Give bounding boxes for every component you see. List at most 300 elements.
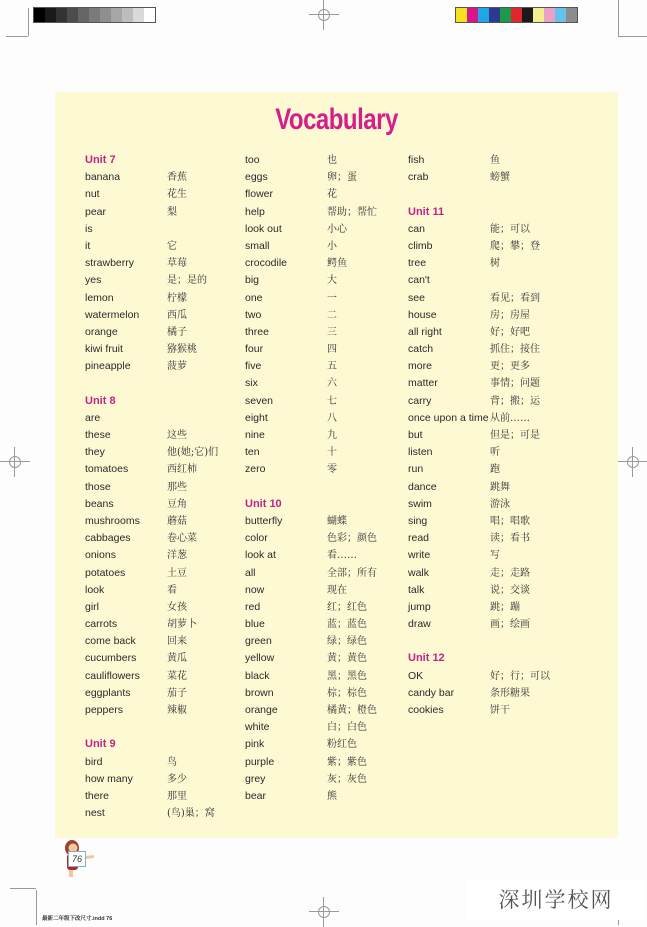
chinese-translation: 多少 <box>167 773 187 785</box>
vocab-entry <box>408 599 550 616</box>
english-word: candy bar <box>408 686 455 699</box>
vocab-entry <box>85 358 218 375</box>
english-word: nest <box>85 807 105 820</box>
vocab-entry <box>85 169 218 186</box>
swatch <box>111 8 122 22</box>
vocab-entry <box>245 444 377 461</box>
chinese-translation: 棕；棕色 <box>327 687 367 699</box>
vocab-entry <box>408 513 550 530</box>
vocab-entry <box>245 754 377 771</box>
vocab-entry <box>85 427 218 444</box>
vocab-entry <box>85 496 218 513</box>
english-word: peppers <box>85 704 123 716</box>
chinese-translation: 零 <box>327 464 337 476</box>
chinese-translation: 女孩 <box>167 601 187 613</box>
block-spacer <box>85 719 218 736</box>
vocab-entry <box>85 324 218 341</box>
english-word: onions <box>85 549 116 562</box>
chinese-translation: 五 <box>327 361 337 373</box>
chinese-translation: 蘑菇 <box>167 515 187 527</box>
english-word: look at <box>245 549 276 562</box>
english-word: watermelon <box>85 308 140 321</box>
swatch <box>67 8 78 22</box>
chinese-translation: 读；看书 <box>490 533 530 545</box>
swatch <box>133 8 144 22</box>
vocab-entry <box>245 152 377 169</box>
vocab-entry <box>245 736 377 753</box>
chinese-translation: 听 <box>490 447 500 459</box>
chinese-translation: 紫；紫色 <box>327 756 367 768</box>
vocab-entry <box>85 650 218 667</box>
english-word: flower <box>245 188 274 201</box>
vocab-entry <box>245 461 377 478</box>
chinese-translation: 梨 <box>167 206 177 218</box>
english-word: yes <box>85 274 102 287</box>
english-word: pink <box>245 738 265 751</box>
vocab-entry <box>245 204 377 221</box>
chinese-translation: 茄子 <box>167 687 187 699</box>
vocab-entry <box>245 582 377 599</box>
english-word: cucumbers <box>85 652 137 665</box>
chinese-translation: 土豆 <box>167 567 187 579</box>
vocab-entry <box>85 788 218 805</box>
vocab-entry <box>245 565 377 582</box>
vocab-entry <box>408 358 550 375</box>
swatch <box>89 8 100 22</box>
chinese-translation: 九 <box>327 430 337 441</box>
english-word: are <box>85 411 101 424</box>
english-word: sing <box>408 514 428 527</box>
english-word: pear <box>85 205 107 218</box>
english-word: brown <box>245 686 274 699</box>
vocab-entry <box>85 255 218 272</box>
english-word: dance <box>408 480 437 493</box>
vocab-entry <box>85 461 218 478</box>
english-word: seven <box>245 394 274 407</box>
chinese-translation: 菜花 <box>167 670 187 682</box>
chinese-translation: 粉红色 <box>327 739 357 751</box>
chinese-translation: 那些 <box>167 481 187 493</box>
english-word: matter <box>408 377 438 390</box>
chinese-translation: 爬；攀；登 <box>490 240 540 252</box>
vocab-entry <box>245 599 377 616</box>
vocab-entry <box>245 221 377 238</box>
vocab-entry <box>408 685 550 702</box>
english-word: more <box>408 360 432 373</box>
english-word: lemon <box>85 291 114 304</box>
english-word: butterfly <box>245 514 283 527</box>
english-word: run <box>408 463 424 476</box>
vocab-column-3 <box>408 152 550 719</box>
chinese-translation: 回来 <box>167 636 187 648</box>
vocab-entry <box>245 410 377 427</box>
english-word: two <box>245 308 262 321</box>
english-word: grey <box>245 772 266 785</box>
english-word: mushrooms <box>85 514 140 527</box>
vocab-entry <box>408 410 550 427</box>
chinese-translation: 他(她;它)们 <box>167 447 219 459</box>
english-word: black <box>245 669 270 682</box>
vocab-entry <box>245 702 377 719</box>
english-word: cabbages <box>85 532 131 545</box>
chinese-translation: 卷心菜 <box>167 533 197 545</box>
english-word: listen <box>408 446 433 459</box>
vocab-entry <box>245 307 377 324</box>
vocab-entry <box>408 427 550 444</box>
chinese-translation: 螃蟹 <box>490 172 510 184</box>
unit-heading: Unit 9 <box>85 738 116 751</box>
chinese-translation: 色彩；颜色 <box>327 533 377 545</box>
chinese-translation: 跑 <box>490 464 500 476</box>
vocab-entry <box>85 582 218 599</box>
color-calibration-bar <box>455 7 578 23</box>
chinese-translation: 西瓜 <box>167 309 187 321</box>
english-word: six <box>245 377 258 390</box>
chinese-translation: 好；行；可以 <box>490 670 550 682</box>
vocab-entry <box>245 341 377 358</box>
vocab-entry <box>245 272 377 289</box>
swatch <box>56 8 67 22</box>
chinese-translation: 房；房屋 <box>490 309 530 321</box>
english-word: those <box>85 480 111 493</box>
block-spacer <box>245 479 377 496</box>
crop-mark <box>36 890 37 925</box>
english-word: these <box>85 429 111 441</box>
english-word: tree <box>408 257 427 270</box>
swatch <box>511 8 522 22</box>
vocab-entry <box>408 324 550 341</box>
registration-mark-icon <box>618 447 647 477</box>
chinese-translation: 是；是的 <box>167 275 207 287</box>
english-word: can't <box>408 274 430 287</box>
crop-mark <box>28 8 29 36</box>
english-word: purple <box>245 755 275 768</box>
chinese-translation: 饼干 <box>490 705 510 716</box>
vocab-entry <box>408 444 550 461</box>
chinese-translation: 六 <box>327 378 337 390</box>
english-word: four <box>245 343 264 356</box>
vocab-entry <box>408 169 550 186</box>
swatch <box>456 8 467 22</box>
vocab-entry <box>85 307 218 324</box>
vocab-entry <box>85 513 218 530</box>
vocab-entry <box>85 186 218 203</box>
vocab-entry <box>408 582 550 599</box>
vocab-entry <box>408 616 550 633</box>
chinese-translation: 十 <box>327 447 337 459</box>
english-word: help <box>245 205 265 218</box>
chinese-translation: 背；搬；运 <box>490 395 540 407</box>
english-word: once upon a time <box>408 411 489 424</box>
chinese-translation: 橘子 <box>167 326 187 338</box>
chinese-translation: 七 <box>327 395 337 407</box>
english-word: blue <box>245 618 265 631</box>
vocab-entry <box>408 668 550 685</box>
vocab-entry <box>85 444 218 461</box>
chinese-translation: 唱；唱歌 <box>490 515 530 527</box>
chinese-translation: 但是；可是 <box>490 430 540 441</box>
vocab-entry <box>85 479 218 496</box>
english-word: too <box>245 154 260 166</box>
chinese-translation: 看 <box>167 584 177 596</box>
english-word: color <box>245 532 268 545</box>
chinese-translation: 更；更多 <box>490 361 530 373</box>
english-word: carrots <box>85 618 118 631</box>
english-word: jump <box>408 600 431 613</box>
file-slug: 最新二年级下改尺寸.indd 76 <box>42 916 113 922</box>
vocab-entry <box>245 186 377 203</box>
english-word: pineapple <box>85 360 131 373</box>
crop-mark <box>618 36 647 37</box>
english-word: beans <box>85 497 114 510</box>
english-word: OK <box>408 669 424 682</box>
swatch <box>467 8 478 22</box>
registration-mark-icon <box>0 447 30 477</box>
unit-heading: Unit 10 <box>245 497 282 510</box>
chinese-translation: 豆角 <box>167 498 187 510</box>
chinese-translation: 四 <box>327 344 337 356</box>
chinese-translation: 小心 <box>327 223 347 235</box>
vocab-entry <box>408 461 550 478</box>
swatch <box>533 8 544 22</box>
registration-mark-icon <box>309 0 339 30</box>
english-word: write <box>408 549 431 562</box>
chinese-translation: 花 <box>327 189 337 201</box>
english-word: orange <box>245 704 278 716</box>
english-word: all right <box>408 325 442 338</box>
vocab-entry <box>85 754 218 771</box>
vocab-entry <box>245 616 377 633</box>
english-word: eggs <box>245 171 268 184</box>
vocab-entry <box>408 152 550 169</box>
vocab-entry <box>245 290 377 307</box>
swatch <box>144 8 155 22</box>
chinese-translation: 跳舞 <box>490 481 510 493</box>
english-word: it <box>85 239 91 252</box>
swatch <box>78 8 89 22</box>
english-word: now <box>245 583 265 596</box>
vocab-entry <box>245 650 377 667</box>
english-word: house <box>408 308 437 321</box>
vocab-entry <box>245 358 377 375</box>
english-word: can <box>408 222 425 235</box>
vocab-entry <box>245 719 377 736</box>
english-word: nine <box>245 429 265 441</box>
english-word: cauliflowers <box>85 669 140 682</box>
vocab-entry <box>245 324 377 341</box>
english-word: strawberry <box>85 257 135 270</box>
chinese-translation: 辣椒 <box>167 705 187 716</box>
english-word: but <box>408 429 423 441</box>
vocab-entry <box>85 530 218 547</box>
english-word: kiwi fruit <box>85 343 123 356</box>
chinese-translation: 现在 <box>327 584 347 596</box>
chinese-translation: 跳；蹦 <box>490 601 520 613</box>
page-number: 76 <box>68 851 86 867</box>
vocab-entry <box>85 668 218 685</box>
chinese-translation: 好；好吧 <box>490 326 530 338</box>
english-word: there <box>85 789 109 802</box>
chinese-translation: 八 <box>327 412 337 424</box>
vocab-entry <box>245 530 377 547</box>
vocabulary-panel <box>55 92 618 838</box>
english-word: they <box>85 446 105 459</box>
chinese-translation: 熊 <box>327 790 337 802</box>
chinese-translation: 一 <box>327 292 337 304</box>
chinese-translation: 草莓 <box>167 258 187 270</box>
english-word: read <box>408 532 430 545</box>
chinese-translation: 红；红色 <box>327 601 367 613</box>
english-word: tomatoes <box>85 463 129 476</box>
vocab-entry <box>85 410 218 427</box>
swatch <box>522 8 533 22</box>
unit-heading: Unit 7 <box>85 154 116 166</box>
vocab-entry <box>245 771 377 788</box>
vocab-entry <box>85 616 218 633</box>
registration-mark-icon <box>309 897 339 927</box>
vocab-entry <box>85 805 218 822</box>
chinese-translation: 洋葱 <box>167 550 187 562</box>
swatch <box>555 8 566 22</box>
vocab-entry <box>85 221 218 238</box>
vocab-entry <box>408 479 550 496</box>
english-word: potatoes <box>85 566 126 579</box>
chinese-translation: 蓝；蓝色 <box>327 619 367 631</box>
chinese-translation: 事情；问题 <box>490 378 540 390</box>
block-spacer <box>408 186 550 203</box>
vocab-column-1 <box>85 152 218 822</box>
vocab-entry <box>245 238 377 255</box>
vocab-entry <box>408 393 550 410</box>
chinese-translation: 也 <box>327 155 337 166</box>
swatch <box>122 8 133 22</box>
vocab-entry <box>408 702 550 719</box>
english-word: climb <box>408 239 433 252</box>
chinese-translation: 看…… <box>327 550 357 562</box>
vocab-entry <box>245 547 377 564</box>
vocab-entry <box>85 702 218 719</box>
english-word: walk <box>408 566 430 579</box>
vocab-entry <box>85 290 218 307</box>
watermark: 深圳学校网 <box>466 880 646 920</box>
vocab-entry <box>85 547 218 564</box>
english-word: orange <box>85 325 118 338</box>
english-word: yellow <box>245 652 275 665</box>
english-word: crab <box>408 171 429 184</box>
unit-heading: Unit 12 <box>408 652 445 665</box>
english-word: small <box>245 239 270 252</box>
english-word: is <box>85 222 93 235</box>
english-word: girl <box>85 600 100 613</box>
english-word: how many <box>85 772 133 785</box>
chinese-translation: 抓住；接住 <box>490 344 540 356</box>
chinese-translation: 树 <box>490 258 500 270</box>
english-word: fish <box>408 154 425 166</box>
swatch <box>544 8 555 22</box>
swatch <box>100 8 111 22</box>
chinese-translation: 条形糖果 <box>490 687 530 699</box>
chinese-translation: 黄瓜 <box>167 653 187 665</box>
chinese-translation: 大 <box>327 275 337 287</box>
vocab-entry <box>408 290 550 307</box>
vocab-entry <box>408 530 550 547</box>
english-word: catch <box>408 343 434 356</box>
vocab-entry <box>245 685 377 702</box>
chinese-translation: 香蕉 <box>167 172 187 184</box>
vocab-entry <box>408 565 550 582</box>
chinese-translation: 二 <box>327 309 337 321</box>
english-word: banana <box>85 171 121 184</box>
block-spacer <box>408 633 550 650</box>
chinese-translation: 黑；黑色 <box>327 670 367 682</box>
swatch <box>489 8 500 22</box>
chinese-translation: 从前…… <box>490 412 530 424</box>
english-word: nut <box>85 188 100 201</box>
vocab-entry <box>245 668 377 685</box>
english-word: see <box>408 291 425 304</box>
english-word: eggplants <box>85 686 131 699</box>
chinese-translation: 走；走路 <box>490 567 530 579</box>
unit-heading: Unit 11 <box>408 205 445 218</box>
chinese-translation: 柠檬 <box>167 292 187 304</box>
vocab-entry <box>408 341 550 358</box>
chinese-translation: 鱼 <box>490 155 500 166</box>
english-word: three <box>245 325 269 338</box>
chinese-translation: 鳄鱼 <box>327 258 347 270</box>
vocab-entry <box>85 204 218 221</box>
chinese-translation: 帮助；帮忙 <box>327 206 377 218</box>
chinese-translation: 菠萝 <box>167 361 187 373</box>
swatch <box>478 8 489 22</box>
chinese-translation: 游泳 <box>490 498 510 510</box>
chinese-translation: 小 <box>327 240 337 252</box>
vocab-entry <box>245 427 377 444</box>
english-word: talk <box>408 583 425 596</box>
english-word: crocodile <box>245 257 288 270</box>
english-word: draw <box>408 618 431 631</box>
english-word: carry <box>408 394 432 407</box>
english-word: one <box>245 291 263 304</box>
crop-mark <box>10 888 36 889</box>
vocab-column-2 <box>245 152 377 805</box>
vocab-entry <box>85 238 218 255</box>
vocab-entry <box>408 238 550 255</box>
chinese-translation: 卵；蛋 <box>327 172 357 184</box>
chinese-translation: 这些 <box>167 430 187 441</box>
chinese-translation: 绿；绿色 <box>327 636 367 648</box>
chinese-translation: 蝴蝶 <box>327 515 347 527</box>
chinese-translation: 三 <box>327 326 337 338</box>
vocab-entry <box>245 788 377 805</box>
english-word: eight <box>245 411 268 424</box>
english-word: all <box>245 566 256 579</box>
chinese-translation: 说；交谈 <box>490 584 530 596</box>
vocab-entry <box>245 393 377 410</box>
vocab-entry <box>408 221 550 238</box>
english-word: look <box>85 583 105 596</box>
unit-heading: Unit 8 <box>85 394 116 407</box>
crop-mark <box>6 36 28 37</box>
vocab-entry <box>85 771 218 788</box>
vocab-entry <box>85 272 218 289</box>
vocab-entry <box>85 565 218 582</box>
english-word: look out <box>245 222 282 235</box>
crop-mark <box>618 0 619 36</box>
chinese-translation: (鸟)巢；窝 <box>167 808 215 820</box>
chinese-translation: 画；绘画 <box>490 619 530 631</box>
english-word: green <box>245 635 272 648</box>
vocab-entry <box>408 547 550 564</box>
